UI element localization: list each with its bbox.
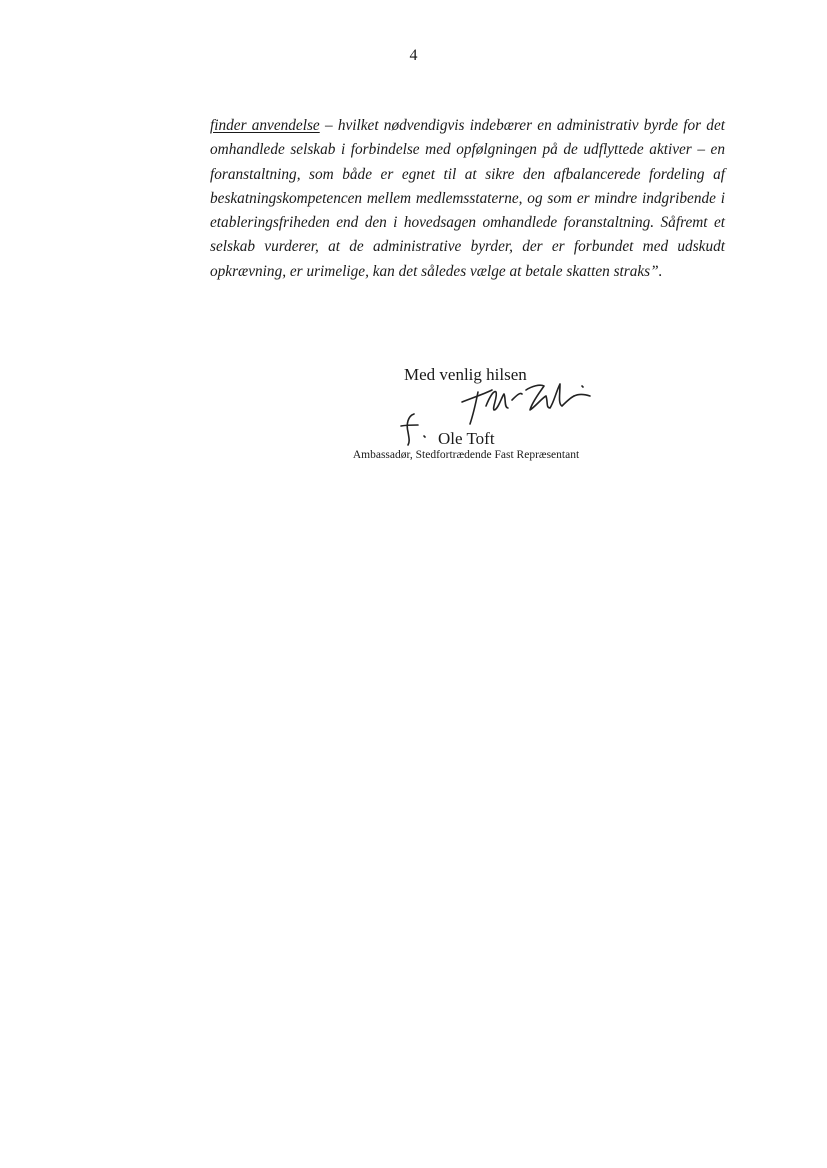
per-procurationem-initial xyxy=(396,410,438,446)
signer-title: Ambassadør, Stedfortrædende Fast Repræsentant xyxy=(352,449,580,461)
underlined-lead-phrase: finder anvendelse xyxy=(210,117,320,134)
page-number: 4 xyxy=(409,47,418,64)
letter-body-paragraph xyxy=(210,114,725,284)
signer-name: Ole Toft xyxy=(438,429,495,448)
handwritten-signature xyxy=(456,380,596,428)
paragraph-text: – hvilket nødvendigvis indebærer en administrativ byrde for det omhandlede selskab i forbindelse med opfølgningen på de udflyttede aktiver – en foranstaltning, som både er egnet til at sikre den afbalancerede fordeling af beskatningskompetencen mellem medlemsstaterne, og som er mindre indgribende i etableringsfriheden end den i hovedsagen omhandlede foranstaltning. Såfremt et selskab vurderer, at de administrative byrder, der er forbundet med udskudt opkrævning, er urimelige, kan det således vælge at betale skatten straks”. xyxy=(210,117,725,280)
initial-text: f. xyxy=(396,410,397,411)
closing-salutation: Med venlig hilsen xyxy=(404,365,527,384)
